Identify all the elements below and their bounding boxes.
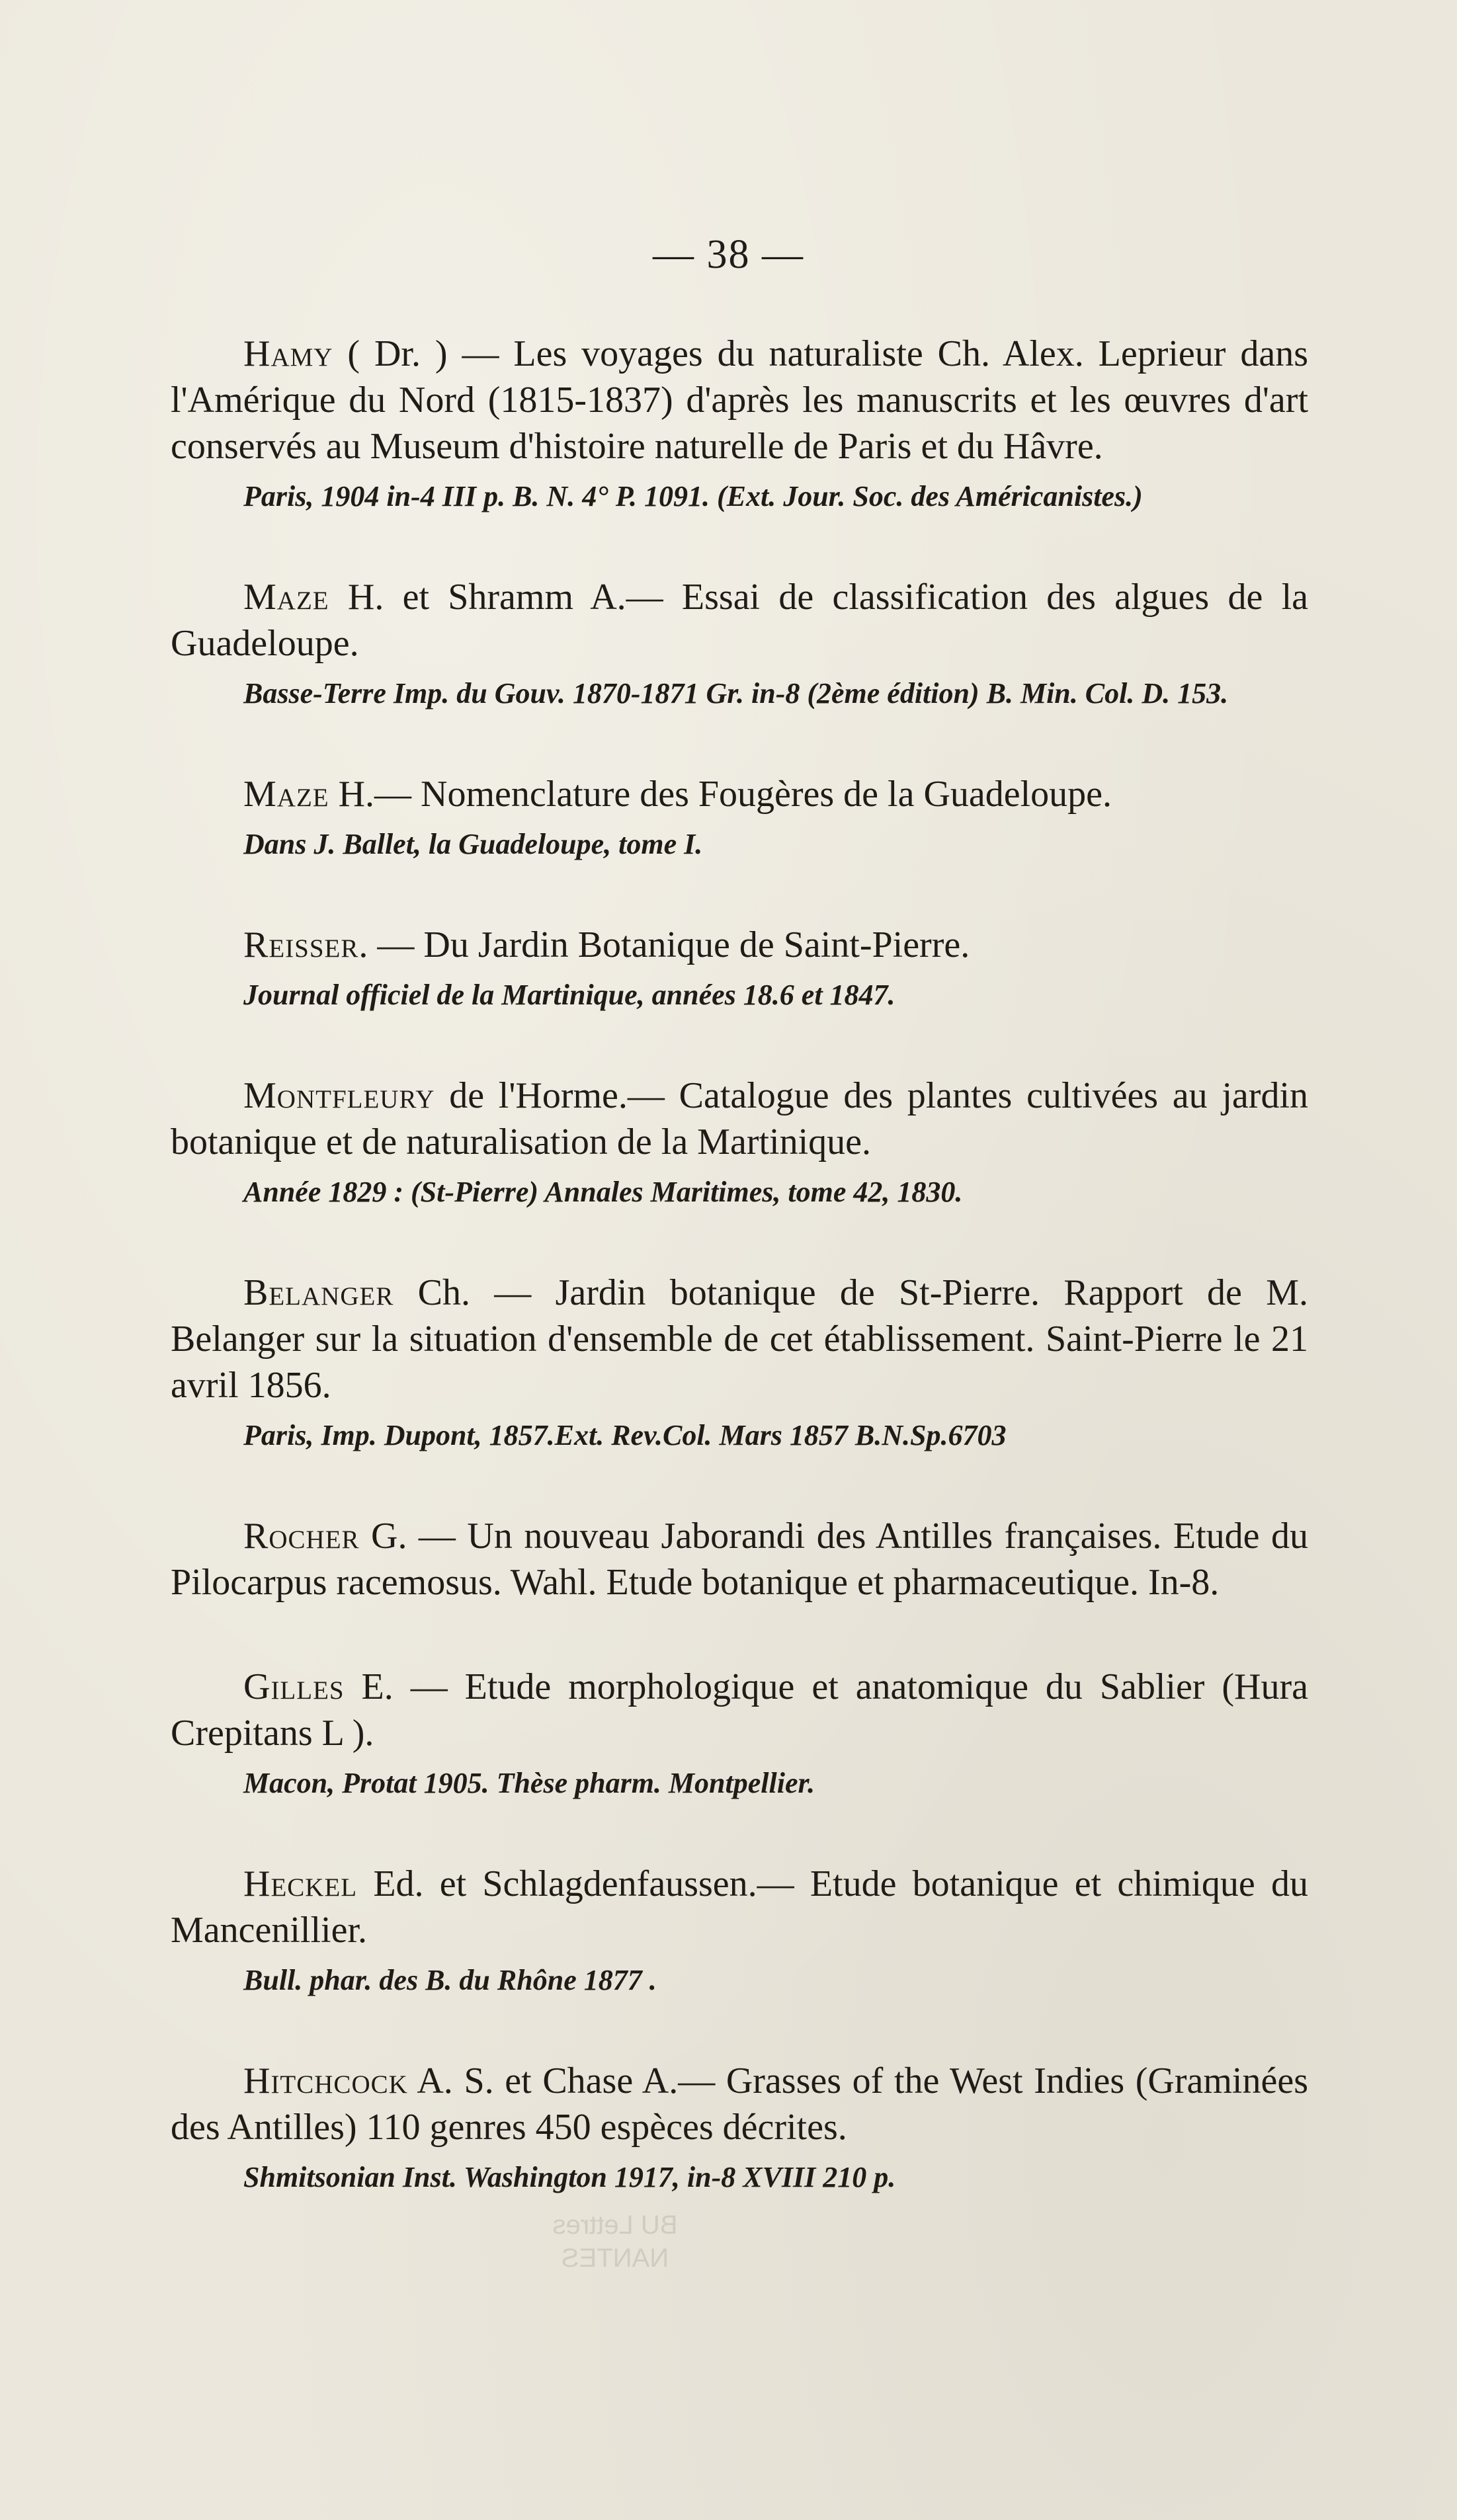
entry-citation — [171, 922, 1308, 968]
entry-title: G. — Un nouveau Jaborandi des Antilles françaises. Etude du Pilocarpus racemosus. Wahl. Etude botanique et pharmaceutique. In-8. — [171, 1516, 1308, 1603]
entry-title: H. et Shramm A.— Essai de classification des algues de la Guadeloupe. — [171, 577, 1308, 664]
stamp-line: BU Lettres — [552, 2211, 678, 2240]
page-number: — 38 — — [653, 232, 804, 277]
bibliography-entry — [171, 2058, 1308, 2197]
entry-title: H.— Nomenclature des Fougères de la Guadeloupe. — [329, 774, 1112, 815]
entry-title: Ch. — Jardin botanique de St-Pierre. Rapport de M. Belanger sur la situation d'ensemble de cet établissement. Saint-Pierre le 21 avril 1856. — [171, 1272, 1308, 1406]
entry-title: Ed. et Schlagdenfaussen.— Etude botanique et chimique du Mancenillier. — [171, 1863, 1308, 1951]
entry-title: A. S. et Chase A.— Grasses of the West Indies (Graminées des Antilles) 110 genres 450 espèces décrites. — [171, 2060, 1308, 2148]
entry-title: E. — Etude morphologique et anatomique du Sablier (Hura Crepitans L ). — [171, 1666, 1308, 1754]
entry-author: Belanger — [243, 1272, 394, 1313]
entry-citation — [171, 2058, 1308, 2150]
bibliography-list — [171, 331, 1308, 2255]
entry-author: Gilles — [243, 1666, 345, 1707]
entry-citation — [171, 1270, 1308, 1408]
entry-reference: Année 1829 : (St-Pierre) Annales Maritimes, tome 42, 1830. — [243, 1176, 963, 1208]
bibliography-entry — [171, 922, 1308, 1014]
entry-reference: Shmitsonian Inst. Washington 1917, in-8 XVIII 210 p. — [243, 2161, 896, 2193]
entry-citation — [171, 1861, 1308, 1953]
bibliography-entry — [171, 771, 1308, 864]
bibliography-entry — [171, 1664, 1308, 1803]
entry-title: ( Dr. ) — Les voyages du naturaliste Ch. Alex. Leprieur dans l'Amérique du Nord (1815-1837) d'après les manuscrits et les œuvres d'art conservés au Museum d'histoire naturelle de Paris et du Hâvre. — [171, 333, 1308, 467]
entry-author: Maze — [243, 577, 329, 618]
bibliography-entry — [171, 1861, 1308, 2000]
entry-author: Rocher — [243, 1516, 360, 1557]
library-stamp-showthrough — [516, 2209, 714, 2275]
entry-citation — [171, 574, 1308, 667]
entry-reference: Journal officiel de la Martinique, années 18.6 et 1847. — [243, 979, 895, 1011]
entry-reference: Paris, 1904 in-4 III p. B. N. 4° P. 1091. (Ext. Jour. Soc. des Américanistes.) — [243, 480, 1143, 512]
entry-citation — [171, 1073, 1308, 1165]
entry-reference: Basse-Terre Imp. du Gouv. 1870-1871 Gr. in-8 (2ème édition) B. Min. Col. D. 153. — [243, 677, 1229, 710]
entry-title: . — Du Jardin Botanique de Saint-Pierre. — [358, 924, 970, 965]
entry-citation — [171, 1664, 1308, 1756]
entry-author: Maze — [243, 774, 329, 815]
bibliography-entry — [171, 1073, 1308, 1211]
entry-citation — [171, 771, 1308, 817]
entry-citation — [171, 331, 1308, 469]
entry-author: Reisser — [243, 924, 359, 965]
bibliography-entry — [171, 1270, 1308, 1455]
stamp-line: NANTES — [561, 2244, 669, 2273]
entry-reference: Bull. phar. des B. du Rhône 1877 . — [243, 1964, 657, 1996]
bibliography-entry — [171, 574, 1308, 713]
entry-title: de l'Horme.— Catalogue des plantes cultivées au jardin botanique et de naturalisation de la Martinique. — [171, 1075, 1308, 1162]
entry-reference: Macon, Protat 1905. Thèse pharm. Montpellier. — [243, 1767, 815, 1799]
entry-author: Hitchcock — [243, 2060, 408, 2101]
bibliography-entry — [171, 331, 1308, 516]
bibliography-entry — [171, 1513, 1308, 1605]
entry-author: Montfleury — [243, 1075, 435, 1116]
entry-author: Heckel — [243, 1863, 358, 1904]
entry-citation — [171, 1513, 1308, 1605]
entry-reference: Dans J. Ballet, la Guadeloupe, tome I. — [243, 828, 703, 860]
entry-reference: Paris, Imp. Dupont, 1857.Ext. Rev.Col. Mars 1857 B.N.Sp.6703 — [243, 1419, 1007, 1451]
entry-author: Hamy — [243, 333, 333, 374]
